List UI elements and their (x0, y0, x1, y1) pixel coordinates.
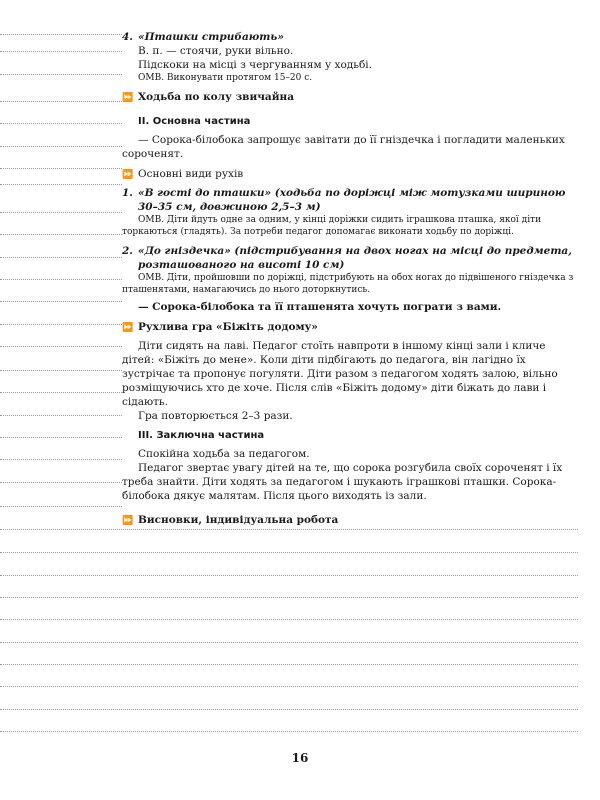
exercise-omv: ОМВ. Виконувати протягом 15–20 с. (138, 73, 313, 83)
conclusion-heading: ⏩ Висновки, індивідуальна робота (122, 514, 339, 526)
exercise-4 (122, 30, 577, 84)
movement-title: «До гніздечка» (підстрибування на двох ногах на місці до предмета, розташованого на висоті 10 см) (138, 245, 572, 271)
movements-heading: ⏩ Основні види рухів (122, 168, 244, 180)
movement-item-2: 2. «До гніздечка» (підстрибування на двох ногах на місці до предмета, розташованого на висоті 10 см) (122, 244, 577, 272)
bullet-icon: ⏩ (122, 323, 134, 333)
part3-text: Педагог звертає увагу дітей на те, що сорока розгубила своїх сороченят і їх треба знайти. Діти ходять за педагогом і шукають іграшкові пташки. Сорока-білобока дякує малятам. Після цього виходять із зали. (122, 462, 563, 502)
bullet-icon: ⏩ (122, 170, 134, 180)
lesson-content (122, 30, 577, 532)
page-number: 16 (291, 751, 309, 765)
game-heading: ⏩ Рухлива гра «Біжіть додому» (122, 321, 318, 333)
game-text: Діти сидять на лаві. Педагог стоїть навпроти в іншому кінці зали і кличе дітей: «Біжіть до мене». Коли діти підбігають до педагога, він лагідно їх зустрічає та пропонує погуляти. Діти разом з педагогом ходять залою, вільно розміщуючись хто де хоче. Після слів «Біжіть додому» діти біжать до лави і сідають. (122, 340, 558, 408)
part3-line1: Спокійна ходьба за педагогом. (138, 448, 310, 460)
game-repeat: Гра повторюється 2–3 рази. (138, 410, 293, 422)
part2-title: ІІ. Основна частина (138, 116, 251, 127)
quote: — Сорока-білобока та її пташенята хочуть пограти з вами. (138, 301, 502, 313)
exercise-start-position: В. п. — стоячи, руки вільно. (138, 45, 294, 57)
part3-title: ІІІ. Заключна частина (138, 430, 265, 441)
exercise-title: «Пташки стрибають» (138, 31, 284, 43)
bullet-icon: ⏩ (122, 516, 134, 526)
movement-item-1: 1. «В гості до пташки» (ходьба по доріжці між мотузками шириною 30–35 см, довжиною 2,5–3 м) (122, 186, 577, 214)
bullet-icon: ⏩ (122, 93, 134, 103)
movement-omv: ОМВ. Діти йдуть одне за одним, у кінці доріжки сидить іграшкова пташка, якої діти торкаються (гладять). За потреби педагог допомагає виконати ходьбу по доріжці. (122, 215, 542, 237)
exercise-description: Підскоки на місці з чергуванням у ходьбі. (138, 59, 372, 71)
exercise-number: 4. (122, 31, 133, 43)
movement-title: «В гості до пташки» (ходьба по доріжці між мотузками шириною 30–35 см, довжиною 2,5–3 м) (138, 187, 566, 213)
movement-omv: ОМВ. Діти, пройшовши по доріжці, підстрибують на обох ногах до підвішеного гніздечка з пташенятами, намагаючись до нього доторкнутись. (122, 273, 574, 295)
part2-intro: — Сорока-білобока запрошує завітати до її гніздечка і погладити маленьких сороченят. (122, 134, 565, 160)
walk-circle-heading: ⏩ Ходьба по колу звичайна (122, 91, 294, 103)
